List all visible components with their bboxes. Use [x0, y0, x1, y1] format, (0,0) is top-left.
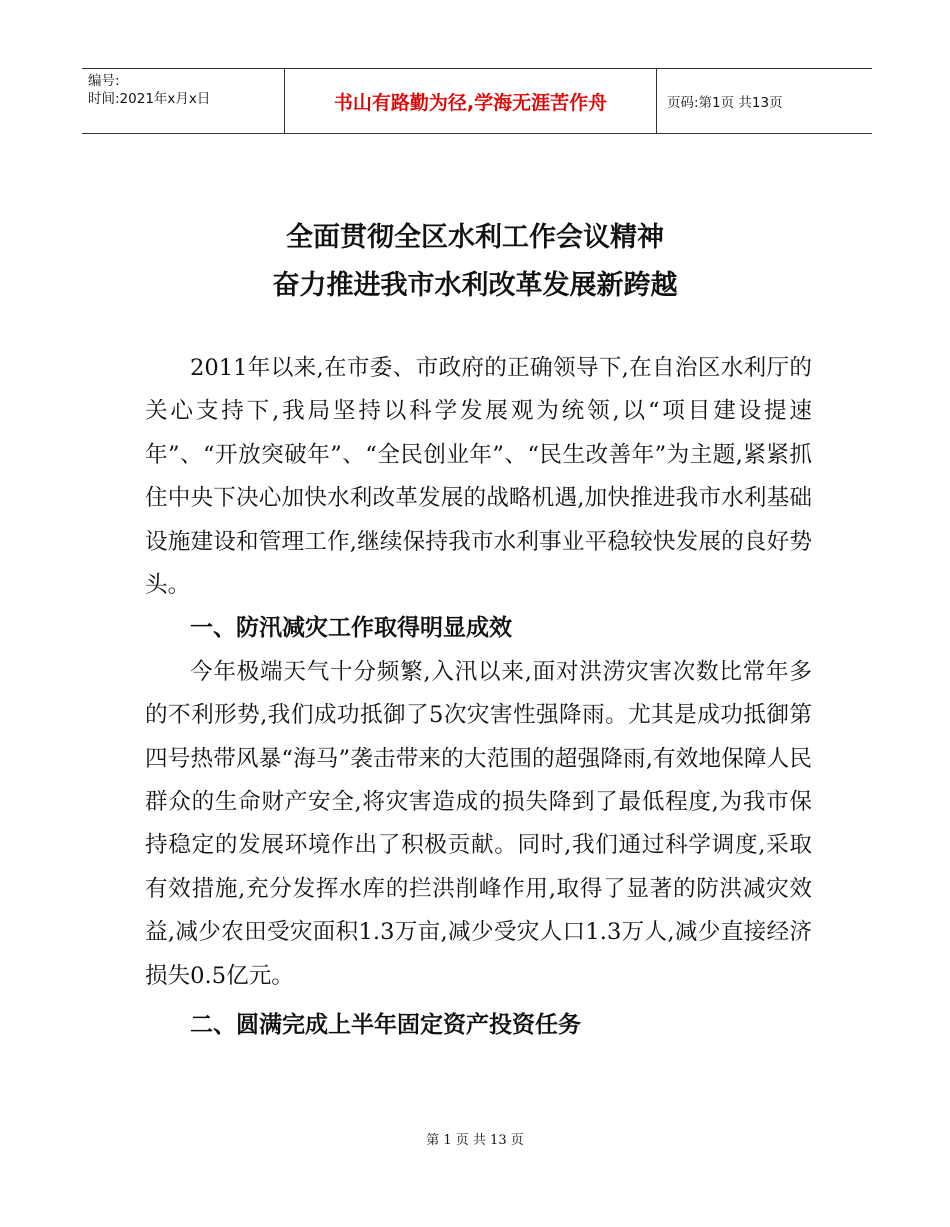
page-footer: 第 1 页 共 13 页: [426, 1133, 524, 1148]
document-body: [145, 347, 812, 1048]
header-slogan: 书山有路勤为径,学海无涯苦作舟: [285, 69, 657, 133]
header-meta: [82, 69, 285, 133]
section1-heading: 一、防汛减灾工作取得明显成效: [190, 615, 512, 642]
document-title-line2: 奋力推进我市水利改革发展新跨越: [272, 270, 678, 301]
section1-paragraph: 今年极端天气十分频繁,入汛以来,面对洪涝灾害次数比常年多的不利形势,我们成功抵御了5次灾害性强降雨。尤其是成功抵御第四号热带风暴“海马”袭击带来的大范围的超强降雨,有效地保障人民群众的生命财产安全,将灾害造成的损失降到了最低程度,为我市保持稳定的发展环境作出了积极贡献。同时,我们通过科学调度,采取有效措施,充分发挥水库的拦洪削峰作用,取得了显著的防洪减灾效益,减少农田受灾面积1.3万亩,减少受灾人口1.3万人,减少直接经济损失0.5亿元。: [145, 658, 812, 989]
intro-paragraph: 2011年以来,在市委、市政府的正确领导下,在自治区水利厅的关心支持下,我局坚持以科学发展观为统领,以“项目建设提速年”、“开放突破年”、“全民创业年”、“民生改善年”为主题,紧紧抓住中央下决心加快水利改革发展的战略机遇,加快推进我市水利基础设施建设和管理工作,继续保持我市水利事业平稳较快发展的良好势头。: [145, 355, 812, 599]
section2-heading: 二、圆满完成上半年固定资产投资任务: [190, 1012, 581, 1039]
page-header: [82, 68, 872, 134]
document-number: 编号:: [88, 73, 120, 89]
document-title-line1: 全面贯彻全区水利工作会议精神: [286, 222, 664, 253]
header-page-info: 页码:第1页 共13页: [667, 95, 783, 111]
document-time: 时间:2021年x月x日: [88, 91, 211, 107]
